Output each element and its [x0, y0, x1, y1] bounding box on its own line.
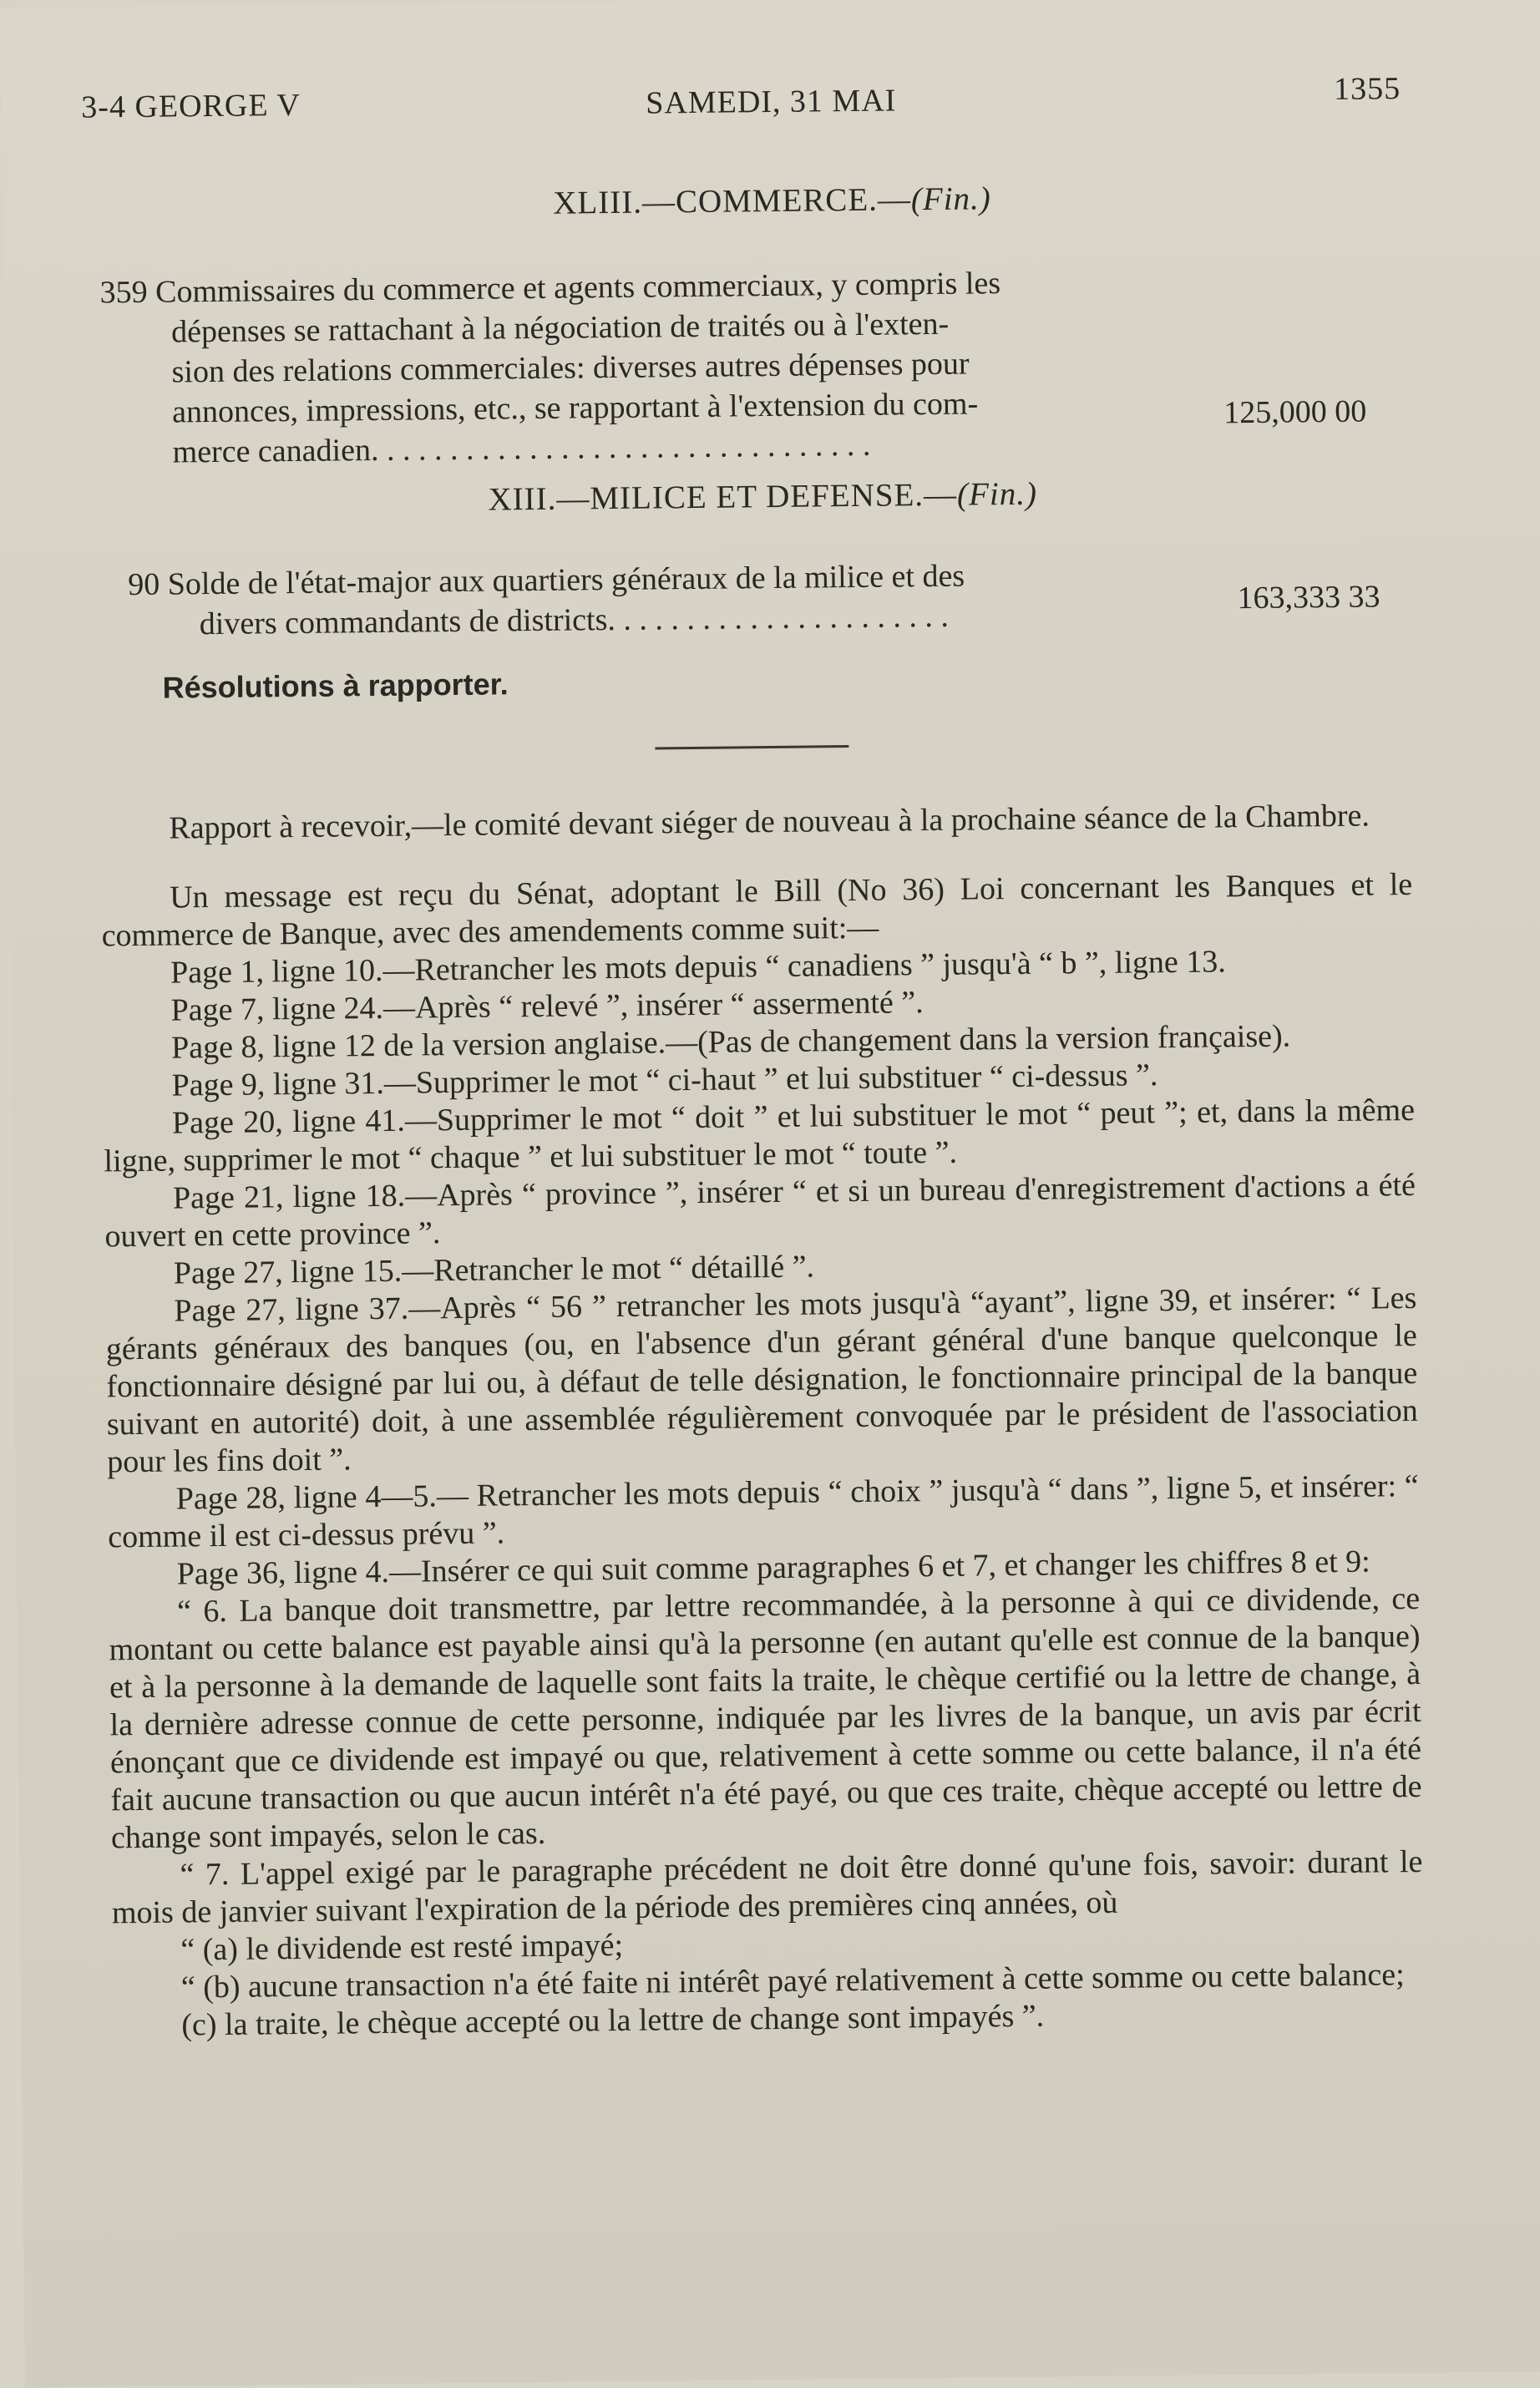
paragraph-report: Rapport à recevoir,—le comité devant siéger de nouveau à la prochaine séance de la Chambre. [169, 798, 1370, 846]
quoted-clause-c: (c) la traite, le chèque accepté ou la lettre de change sont impayés ”. [181, 1998, 1045, 2043]
amendment-page-36: Page 36, ligne 4.—Insérer ce qui suit comme paragraphes 6 et 7, et changer les chiffres 8 et 9: [176, 1544, 1370, 1592]
vote-number: 359 [99, 274, 148, 311]
amendment-page-27-b: Page 27, ligne 37.—Après “ 56 ” retrancher les mots jusqu'à “ayant”, ligne 39, et insérer: “ Les gérants généraux des banques (ou, en l'absence d'un gérant général d'une banque quelconque le fonctionnaire désigné par lui ou, à défaut de telle désignation, le fonctionnaire principal de la banque suivant en autorité) doit, à une assemblée régulièrement convoquée par le président de l'association pour les fins doit ”. [105, 1280, 1418, 1480]
section-divider [655, 745, 849, 749]
vote-line: annonces, impressions, etc., se rapportant à l'extension du com- [171, 386, 979, 430]
vote-line: merce canadien. . . . . . . . . . . . . . . . . . . . . . . . . . . . . . . . [172, 427, 871, 470]
quoted-clause-a: “ (a) le dividende est resté impayé; [180, 1927, 624, 1968]
amendment-page-9: Page 9, ligne 31.—Supprimer le mot “ ci-haut ” et lui substituer “ ci-dessus ”. [171, 1057, 1158, 1103]
vote-item-90 [128, 553, 1214, 645]
amendment-page-8: Page 8, ligne 12 de la version anglaise.—(Pas de changement dans la version française). [170, 1018, 1291, 1066]
amendment-page-7: Page 7, ligne 24.—Après “ relevé ”, insérer “ assermenté ”. [170, 985, 924, 1028]
amendment-page-28: Page 28, ligne 4—5.— Retrancher les mots depuis “ choix ” jusqu'à “ dans ”, ligne 5, et insérer: “ comme il est ci-dessus prévu ”. [108, 1468, 1419, 1555]
vote-line: Solde de l'état-major aux quartiers généraux de la milice et des [167, 558, 965, 602]
paragraph-senate-message: Un message est reçu du Sénat, adoptant le Bill (No 36) Loi concernant les Banques et le commerce de Banque, avec des amendements comme suit:— [101, 867, 1413, 954]
running-header-date: SAMEDI, 31 MAI [646, 83, 897, 121]
vote-item-359 [99, 261, 1212, 473]
section-heading-commerce [2, 174, 1540, 227]
section-heading-commerce-fin: (Fin.) [910, 180, 991, 218]
vote-number: 90 [128, 566, 160, 603]
vote-line: sion des relations commerciales: diverses autres dépenses pour [171, 346, 970, 390]
section-heading-commerce-title: XLIII.—COMMERCE.— [553, 181, 912, 221]
body-text [100, 797, 1424, 2045]
vote-line: Commissaires du commerce et agents commerciaux, y compris les [155, 266, 1001, 310]
resolutions-note: Résolutions à rapporter. [162, 667, 509, 705]
quoted-clause-b: “ (b) aucune transaction n'a été faite ni intérêt payé relativement à cette somme ou cette balance; [180, 1957, 1405, 2005]
quoted-paragraph-7: “ 7. L'appel exigé par le paragraphe précédent ne doit être donné qu'une fois, savoir: durant le mois de janvier suivant l'expiration de la période des premières cinq années, où [111, 1843, 1423, 1931]
section-heading-milice [0, 469, 1540, 524]
vote-line: dépenses se rattachant à la négociation de traités ou à l'exten- [170, 306, 950, 350]
vote-line: divers commandants de districts. . . . . . . . . . . . . . . . . . . . . . [199, 598, 950, 642]
section-heading-milice-title: XIII.—MILICE ET DEFENSE.— [488, 476, 958, 518]
amendment-page-27-a: Page 27, ligne 15.—Retrancher le mot “ détaillé ”. [173, 1249, 815, 1291]
amendment-page-20: Page 20, ligne 41.—Supprimer le mot “ doit ” et lui substituer le mot “ peut ”; et, dans la même ligne, supprimer le mot “ chaque ” et lui substituer le mot “ toute ”. [104, 1092, 1416, 1179]
amendment-page-1: Page 1, ligne 10.—Retrancher les mots depuis “ canadiens ” jusqu'à “ b ”, ligne 13. [170, 944, 1226, 991]
vote-amount-90: 163,333 33 [1237, 579, 1380, 616]
running-header-reign: 3-4 GEORGE V [81, 87, 301, 125]
section-heading-milice-fin: (Fin.) [956, 475, 1038, 513]
vote-amount-359: 125,000 00 [1223, 393, 1367, 431]
quoted-paragraph-6: “ 6. La banque doit transmettre, par lettre recommandée, à la personne à qui ce dividende, ce montant ou cette balance est payable ainsi qu'à la personne (en autant qu'elle est connue de la banque) et à la personne à la demande de laquelle sont faits la traite, le chèque certifié ou la lettre de change, à la dernière adresse connue de cette personne, indiquée par les livres de la banque, un avis par écrit énonçant que ce dividende est impayé ou que, relativement à cette somme ou cette balance, il n'a été fait aucune transaction ou que aucun intérêt n'a été payé, ou que ces traite, chèque accepté ou lettre de change sont impayés, selon le cas. [109, 1580, 1422, 1856]
page-number: 1355 [1333, 71, 1401, 107]
amendment-page-21: Page 21, ligne 18.—Après “ province ”, insérer “ et si un bureau d'enregistrement d'actions a été ouvert en cette province ”. [104, 1167, 1416, 1255]
